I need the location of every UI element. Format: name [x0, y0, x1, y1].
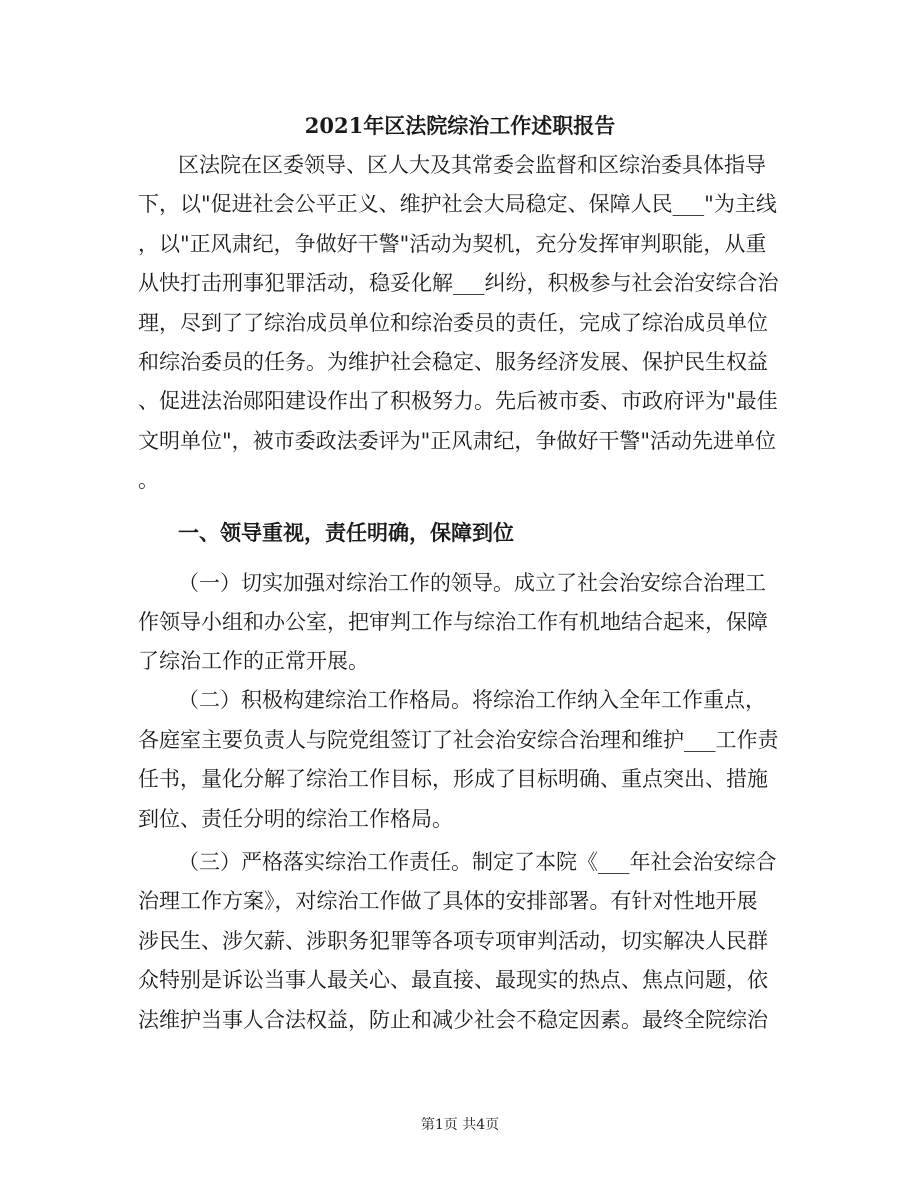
- paragraph-line: 法维护当事人合法权益，防止和减少社会不稳定因素。最终全院综治: [138, 1008, 768, 1032]
- paragraph-line: 了综治工作的正常开展。: [138, 649, 369, 673]
- paragraph-line: 文明单位"，被市委政法委评为"正风肃纪，争做好干警"活动先进单位: [138, 429, 776, 453]
- paragraph-line: 作领导小组和办公室，把审判工作与综治工作有机地结合起来，保障: [138, 610, 768, 634]
- paragraph-line: 区法院在区委领导、区人大及其常委会监督和区综治委具体指导: [178, 153, 766, 177]
- paragraph-line: （一）切实加强对综治工作的领导。成立了社会治安综合治理工: [178, 571, 766, 595]
- paragraph-line: 治理工作方案》，对综治工作做了具体的安排部署。有针对性地开展: [138, 889, 758, 913]
- paragraph-line: 各庭室主要负责人与院党组签订了社会治安综合治理和维护___工作责: [138, 728, 779, 752]
- paragraph-line: ，以"正风肃纪，争做好干警"活动为契机，充分发挥审判职能，从重: [138, 232, 767, 256]
- paragraph-line: 和综治委员的任务。为维护社会稳定、服务经济发展、保护民生权益: [138, 350, 768, 374]
- paragraph-line: 。: [138, 468, 159, 492]
- page-number: 第1页 共4页: [420, 1117, 500, 1133]
- section-heading: 一、领导重视，责任明确，保障到位: [178, 520, 514, 545]
- paragraph-line: 、促进法治郧阳建设作出了积极努力。先后被市委、市政府评为"最佳: [138, 389, 778, 413]
- paragraph-line: 涉民生、涉欠薪、涉职务犯罪等各项专项审判活动，切实解决人民群: [138, 929, 768, 953]
- paragraph-line: 下，以"促进社会公平正义、维护社会大局稳定、保障人民___"为主线: [138, 192, 777, 216]
- paragraph-line: （二）积极构建综治工作格局。将综治工作纳入全年工作重点，: [178, 688, 766, 712]
- paragraph-line: （三）严格落实综治工作责任。制定了本院《___年社会治安综合: [178, 850, 777, 874]
- paragraph-line: 从快打击刑事犯罪活动，稳妥化解___纠纷，积极参与社会治安综合治: [138, 271, 779, 295]
- paragraph-line: 理，尽到了了综治成员单位和综治委员的责任，完成了综治成员单位: [138, 311, 768, 335]
- paragraph-line: 众特别是诉讼当事人最关心、最直接、最现实的热点、焦点问题，依: [138, 968, 768, 992]
- paragraph-line: 任书，量化分解了综治工作目标，形成了目标明确、重点突出、措施: [138, 767, 768, 791]
- paragraph-line: 到位、责任分明的综治工作格局。: [138, 807, 453, 831]
- document-title: 2021年区法院综治工作述职报告: [304, 113, 616, 138]
